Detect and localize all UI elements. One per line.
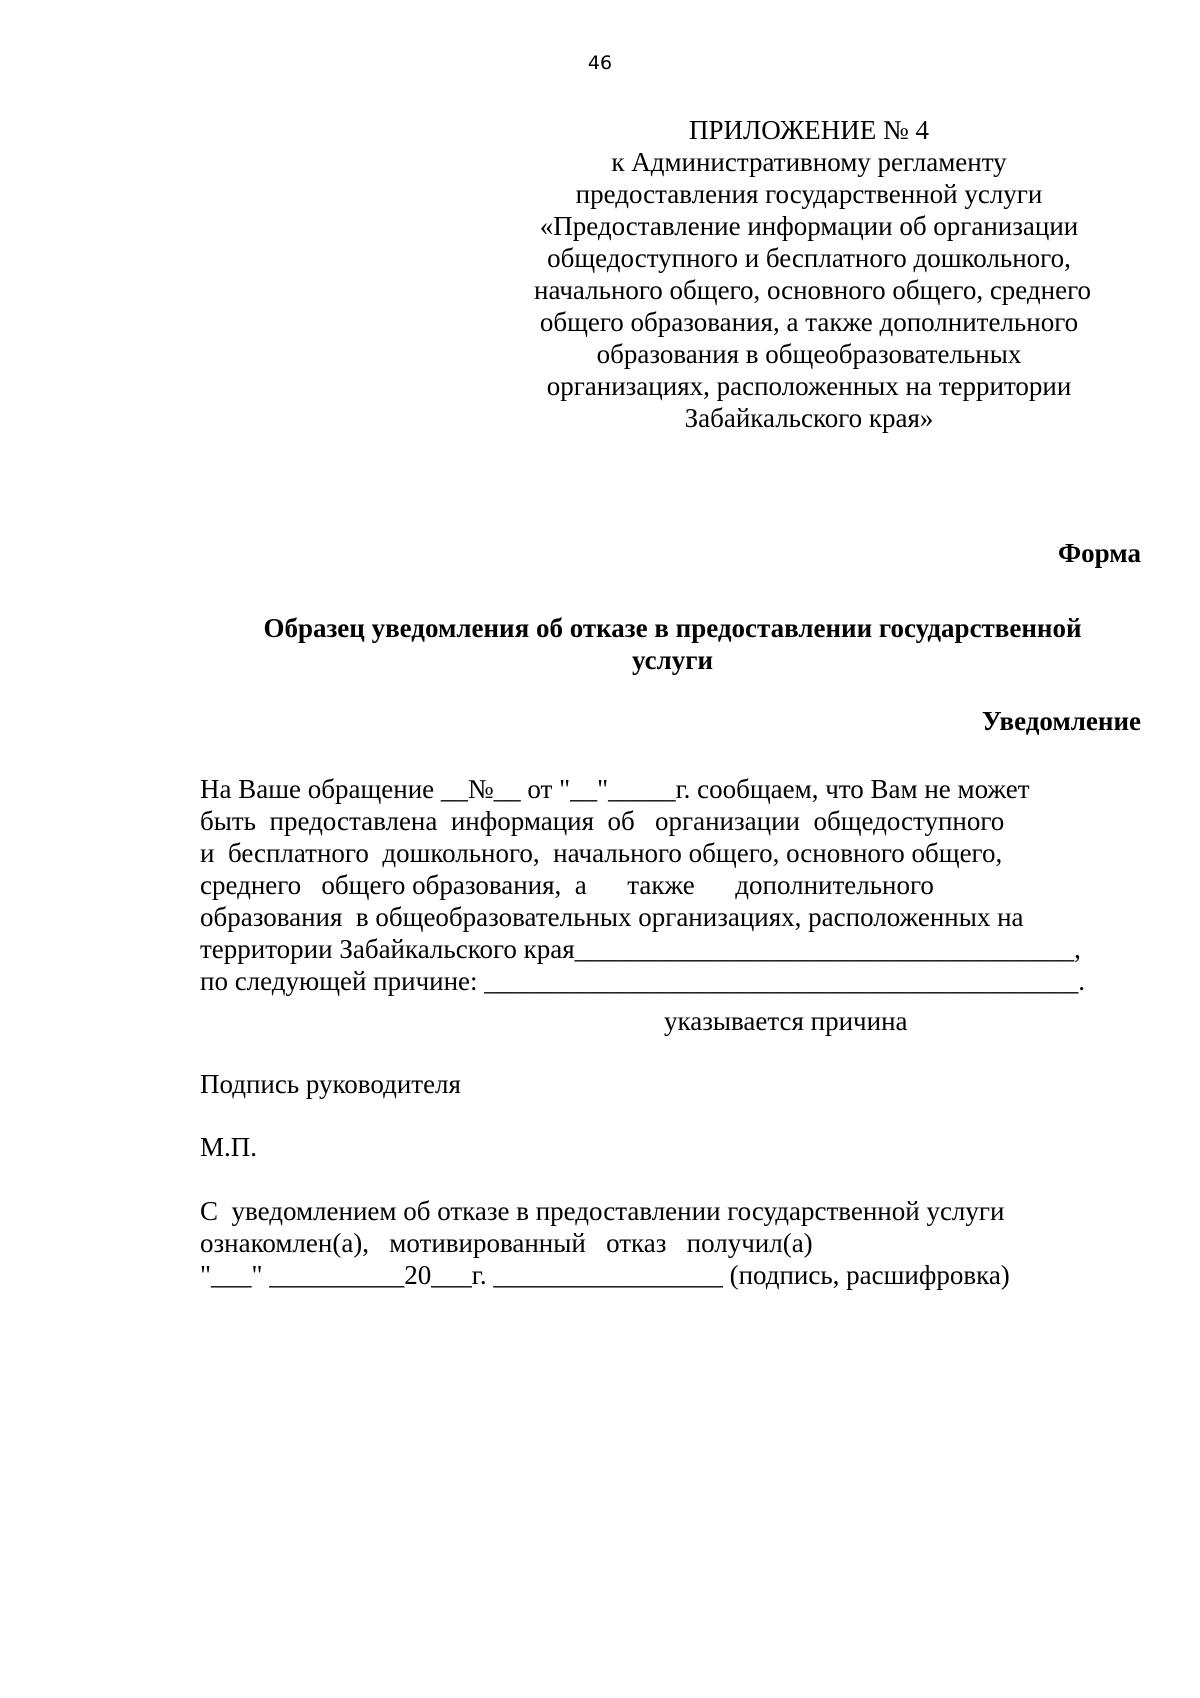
- appendix-line: общего образования, а также дополнительного: [539, 307, 1079, 337]
- signature-label: Подпись руководителя: [200, 1069, 461, 1099]
- appendix-line: начального общего, основного общего, среднего: [534, 275, 1092, 305]
- appendix-line: ПРИЛОЖЕНИЕ № 4: [688, 115, 930, 145]
- appendix-line: образования в общеобразовательных: [596, 339, 1022, 369]
- acknowledgement-line: ознакомлен(а), мотивированный отказ получил(а): [200, 1228, 813, 1258]
- notice-line: образования в общеобразовательных организациях, расположенных на: [200, 902, 1024, 932]
- page-number: 46: [587, 52, 613, 74]
- acknowledgement-line: "___" __________20___г. _________________ (подпись, расшифровка): [200, 1260, 1010, 1290]
- notice-label: Уведомление: [981, 706, 1141, 736]
- appendix-line: общедоступного и бесплатного дошкольного,: [547, 243, 1071, 273]
- notice-line: На Ваше обращение __№__ от "__"_____г. сообщаем, что Вам не может: [200, 774, 1030, 804]
- notice-line: и бесплатного дошкольного, начального общего, основного общего,: [200, 838, 1003, 868]
- stamp-label: М.П.: [200, 1132, 258, 1162]
- appendix-line: организациях, расположенных на территории: [546, 371, 1072, 401]
- notice-line: по следующей причине: ____________________________________________.: [200, 966, 1086, 996]
- notice-line: быть предоставлена информация об организации общедоступного: [200, 806, 1005, 836]
- sample-title-line: Образец уведомления об отказе в предоставлении государственной: [263, 613, 1082, 643]
- appendix-line: к Административному регламенту: [611, 147, 1007, 177]
- form-label: Форма: [1057, 538, 1141, 568]
- sample-title-line: услуги: [631, 645, 714, 675]
- appendix-line: Забайкальского края»: [684, 403, 934, 433]
- appendix-line: предоставления государственной услуги: [575, 179, 1043, 209]
- appendix-line: «Предоставление информации об организации: [539, 211, 1079, 241]
- notice-line: среднего общего образования, а также дополнительного: [200, 870, 934, 900]
- notice-line: территории Забайкальского края_____________________________________,: [200, 934, 1081, 964]
- appendix-header: [534, 114, 1092, 434]
- notice-body: [200, 773, 1085, 997]
- acknowledgement-line: С уведомлением об отказе в предоставлении государственной услуги: [200, 1196, 1005, 1226]
- sample-title: [100, 612, 1200, 676]
- reason-hint: указывается причина: [664, 1006, 908, 1036]
- acknowledgement-block: [200, 1195, 1010, 1291]
